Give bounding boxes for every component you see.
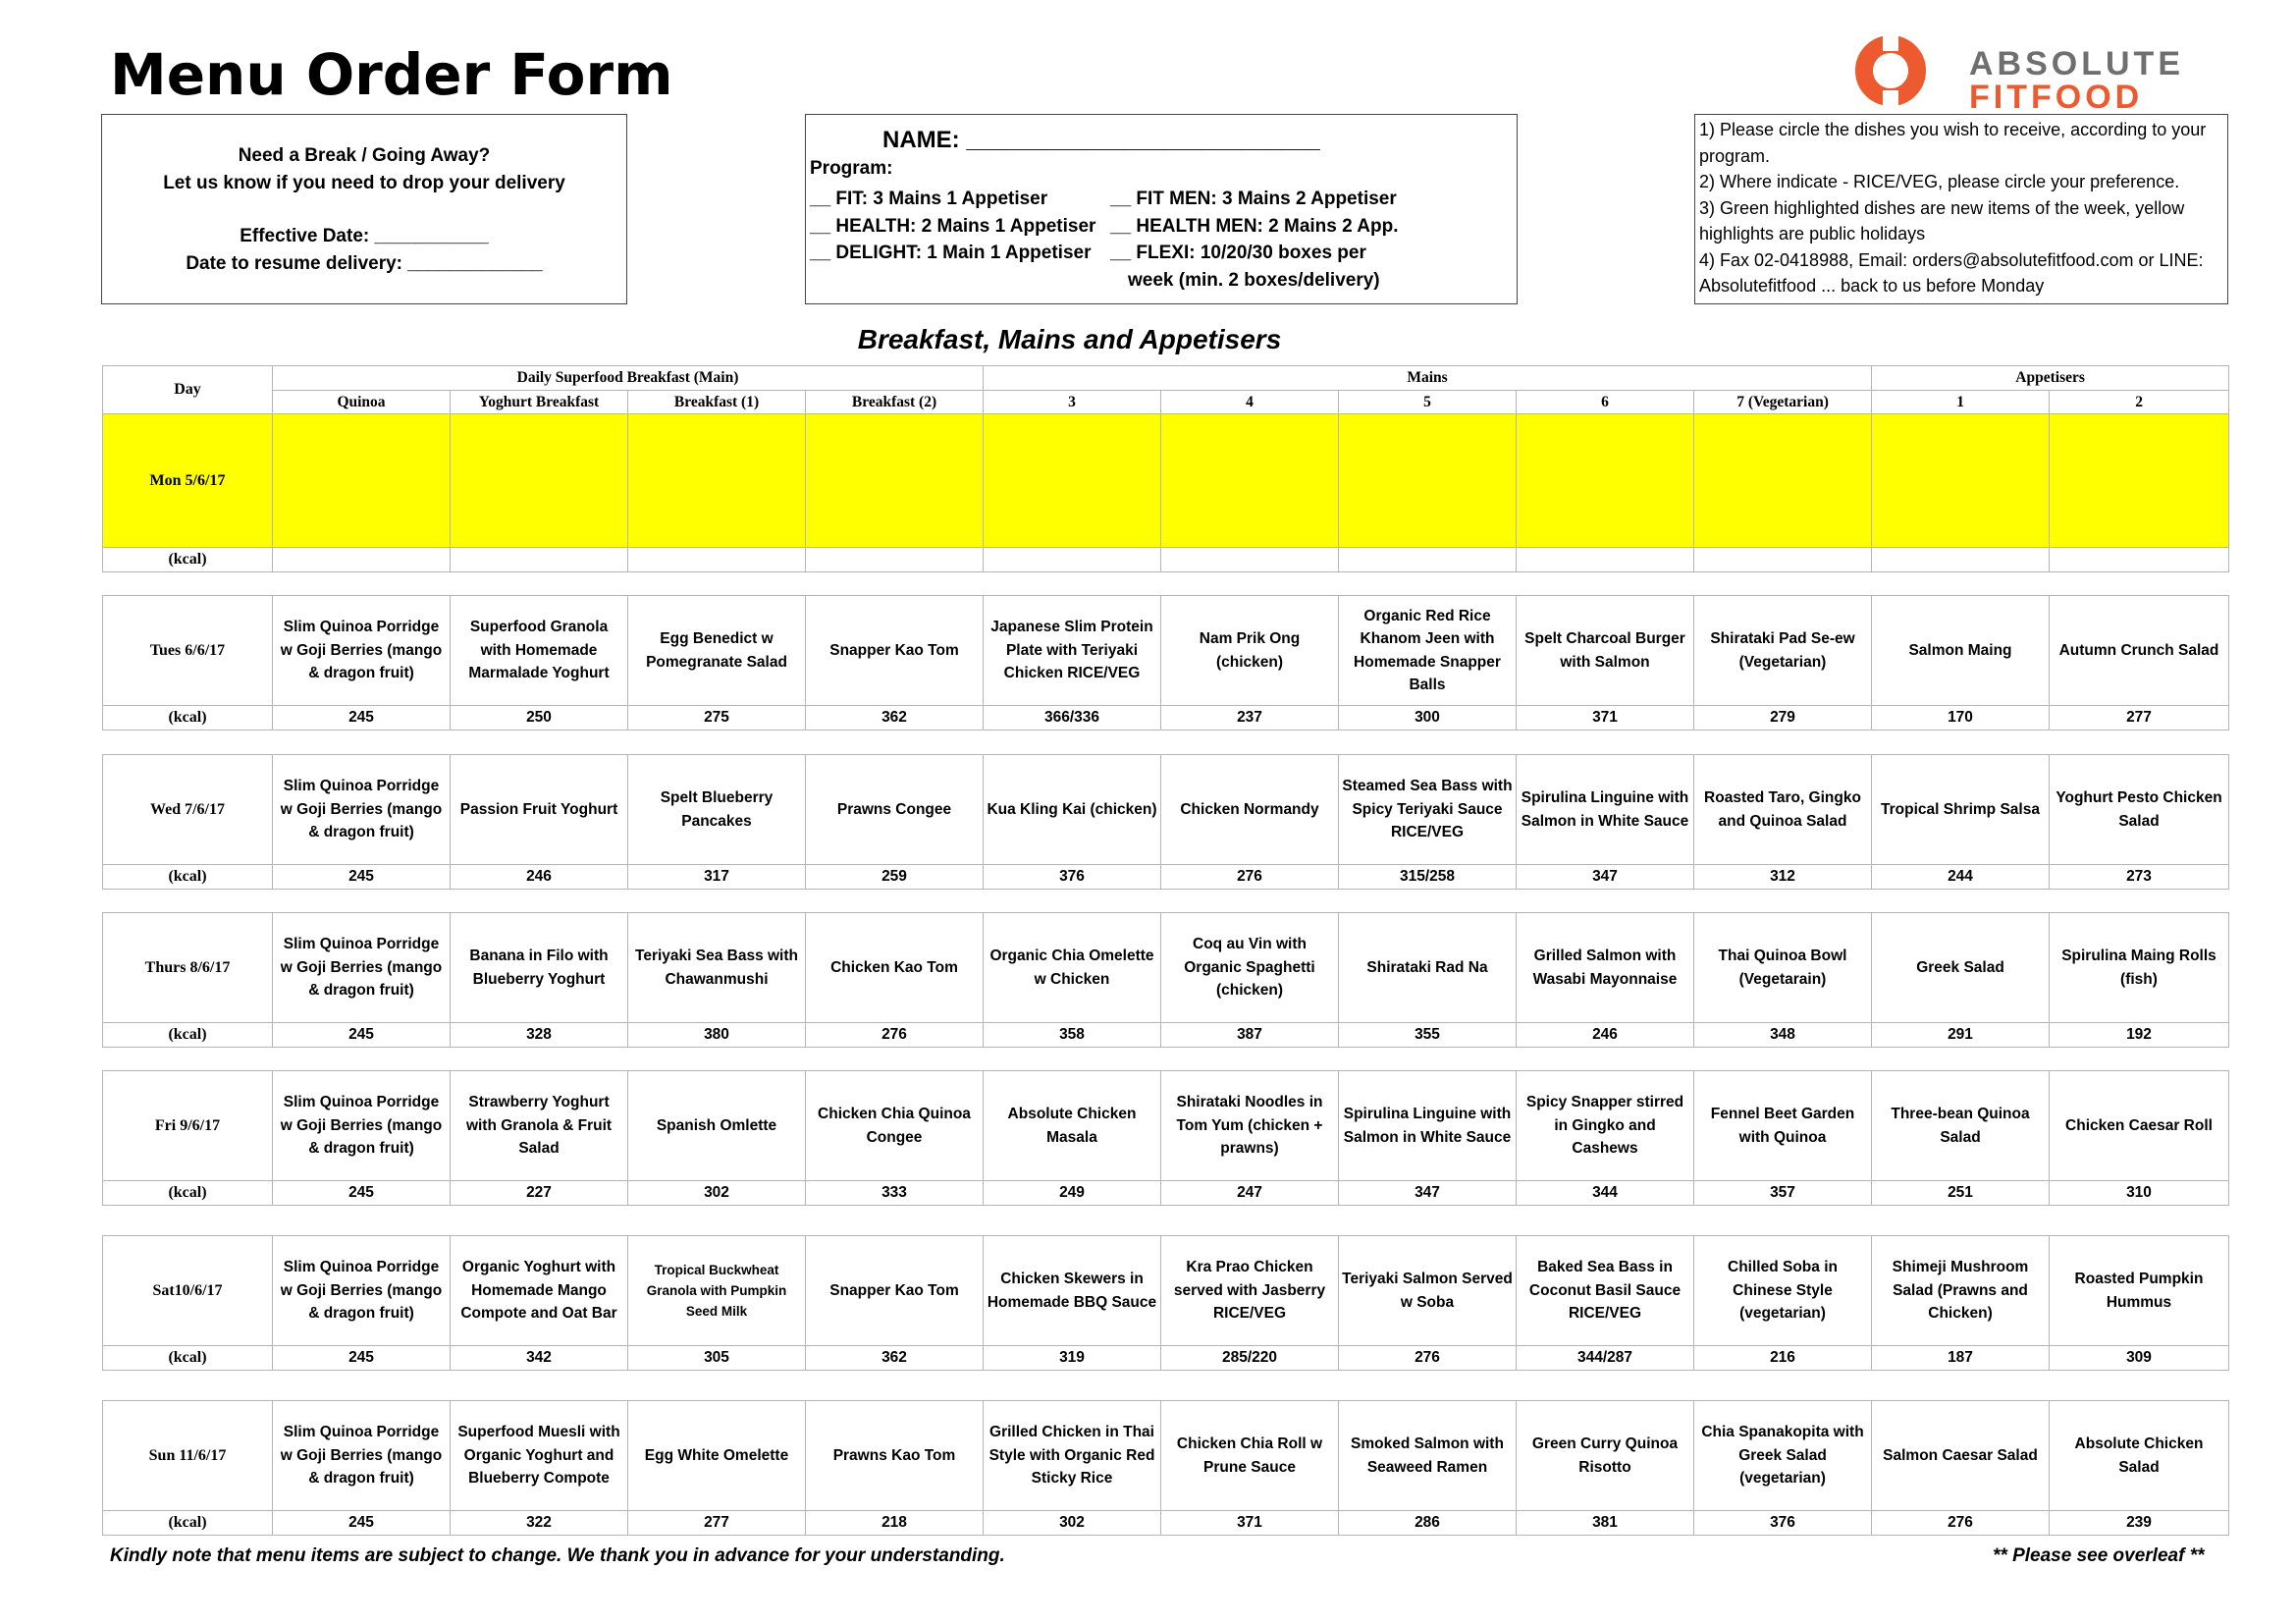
kcal-value: 300 xyxy=(1339,706,1517,731)
dish-cell[interactable]: Chicken Normandy xyxy=(1161,755,1339,865)
dish-cell[interactable]: Organic Chia Omelette w Chicken xyxy=(984,913,1161,1023)
kcal-value: 279 xyxy=(1694,706,1872,731)
kcal-value: 315/258 xyxy=(1339,865,1517,890)
kcal-value: 322 xyxy=(451,1511,628,1536)
kcal-value: 366/336 xyxy=(984,706,1161,731)
kcal-value: 380 xyxy=(628,1023,806,1048)
program-option-note: week (min. 2 boxes/delivery) xyxy=(1128,269,1380,291)
dish-cell[interactable]: Organic Yoghurt with Homemade Mango Compote and Oat Bar xyxy=(451,1236,628,1346)
dish-cell[interactable]: Superfood Granola with Homemade Marmalade Yoghurt xyxy=(451,596,628,706)
kcal-value: 276 xyxy=(1872,1511,2050,1536)
dish-cell[interactable]: Spanish Omlette xyxy=(628,1071,806,1181)
kcal-value: 302 xyxy=(628,1181,806,1206)
column-header: 4 xyxy=(1161,390,1339,414)
kcal-value: 347 xyxy=(1339,1181,1517,1206)
dish-cell[interactable]: Baked Sea Bass in Coconut Basil Sauce RICE/VEG xyxy=(1517,1236,1694,1346)
dish-cell[interactable]: Slim Quinoa Porridge w Goji Berries (mango & dragon fruit) xyxy=(273,596,451,706)
kcal-label: (kcal) xyxy=(103,1181,273,1206)
dish-cell[interactable]: Slim Quinoa Porridge w Goji Berries (mango & dragon fruit) xyxy=(273,913,451,1023)
kcal-value: 342 xyxy=(451,1346,628,1371)
dish-cell[interactable]: Autumn Crunch Salad xyxy=(2050,596,2229,706)
kcal-value: 239 xyxy=(2050,1511,2229,1536)
kcal-value: 170 xyxy=(1872,706,2050,731)
dish-cell[interactable]: Shirataki Noodles in Tom Yum (chicken + prawns) xyxy=(1161,1071,1339,1181)
kcal-value: 312 xyxy=(1694,865,1872,890)
kcal-value: 245 xyxy=(273,1023,451,1048)
dish-cell[interactable]: Salmon Maing xyxy=(1872,596,2050,706)
dish-cell[interactable]: Absolute Chicken Masala xyxy=(984,1071,1161,1181)
day-cell: Thurs 8/6/17 xyxy=(103,913,273,1023)
break-subtext: Let us know if you need to drop your delivery xyxy=(163,173,565,193)
dish-cell[interactable]: Slim Quinoa Porridge w Goji Berries (mango & dragon fruit) xyxy=(273,1236,451,1346)
program-option[interactable]: __ HEALTH MEN: 2 Mains 2 App. xyxy=(1110,215,1399,237)
kcal-label: (kcal) xyxy=(103,548,273,572)
dish-cell[interactable]: Roasted Taro, Gingko and Quinoa Salad xyxy=(1694,755,1872,865)
dish-cell[interactable]: Chicken Caesar Roll xyxy=(2050,1071,2229,1181)
name-field[interactable]: NAME: ___________________________ xyxy=(882,127,1320,153)
kcal-value: 237 xyxy=(1161,706,1339,731)
holiday-cell xyxy=(273,414,451,548)
holiday-kcal-cell xyxy=(273,548,451,572)
holiday-cell xyxy=(451,414,628,548)
dish-cell[interactable]: Slim Quinoa Porridge w Goji Berries (mango & dragon fruit) xyxy=(273,1071,451,1181)
program-options-right xyxy=(1110,186,1398,294)
kcal-value: 216 xyxy=(1694,1346,1872,1371)
dish-cell[interactable]: Shirataki Rad Na xyxy=(1339,913,1517,1023)
kcal-value: 310 xyxy=(2050,1181,2229,1206)
program-option[interactable]: __ HEALTH: 2 Mains 1 Appetiser xyxy=(810,215,1096,237)
dish-cell[interactable]: Tropical Shrimp Salsa xyxy=(1872,755,2050,865)
day-menu-table xyxy=(102,595,2229,731)
dish-cell[interactable]: Slim Quinoa Porridge w Goji Berries (mango & dragon fruit) xyxy=(273,755,451,865)
kcal-value: 276 xyxy=(1339,1346,1517,1371)
program-option[interactable]: __ DELIGHT: 1 Main 1 Appetiser xyxy=(810,243,1092,263)
kcal-value: 244 xyxy=(1872,865,2050,890)
dish-cell[interactable]: Passion Fruit Yoghurt xyxy=(451,755,628,865)
dish-cell[interactable]: Green Curry Quinoa Risotto xyxy=(1517,1401,1694,1511)
day-menu-table xyxy=(102,912,2229,1048)
column-header: Yoghurt Breakfast xyxy=(451,390,628,414)
group-header-appetisers: Appetisers xyxy=(1872,366,2229,391)
column-header: 2 xyxy=(2050,390,2229,414)
day-menu-table xyxy=(102,754,2229,890)
instructions-box xyxy=(1694,114,2228,304)
footer-note: Kindly note that menu items are subject to change. We thank you in advance for your understanding. xyxy=(110,1545,1005,1566)
kcal-value: 348 xyxy=(1694,1023,1872,1048)
group-header-mains: Mains xyxy=(984,366,1872,391)
holiday-cell xyxy=(1161,414,1339,548)
dish-cell[interactable]: Steamed Sea Bass with Spicy Teriyaki Sauce RICE/VEG xyxy=(1339,755,1517,865)
holiday-cell xyxy=(628,414,806,548)
column-header: 5 xyxy=(1339,390,1517,414)
dish-cell[interactable]: Chicken Kao Tom xyxy=(806,913,984,1023)
dish-cell[interactable]: Organic Red Rice Khanom Jeen with Homemade Snapper Balls xyxy=(1339,596,1517,706)
kcal-label: (kcal) xyxy=(103,1023,273,1048)
program-options-left xyxy=(810,186,1095,267)
holiday-kcal-cell xyxy=(2050,548,2229,572)
dish-cell[interactable]: Japanese Slim Protein Plate with Teriyaki Chicken RICE/VEG xyxy=(984,596,1161,706)
program-label: Program: xyxy=(810,158,893,179)
dish-cell[interactable]: Teriyaki Sea Bass with Chawanmushi xyxy=(628,913,806,1023)
dish-cell[interactable]: Chicken Skewers in Homemade BBQ Sauce xyxy=(984,1236,1161,1346)
page-title: Menu Order Form xyxy=(110,41,673,108)
column-header: 7 (Vegetarian) xyxy=(1694,390,1872,414)
dish-cell[interactable]: Strawberry Yoghurt with Granola & Fruit Salad xyxy=(451,1071,628,1181)
dish-cell[interactable]: Spicy Snapper stirred in Gingko and Cashews xyxy=(1517,1071,1694,1181)
holiday-kcal-cell xyxy=(984,548,1161,572)
day-menu-table xyxy=(102,1070,2229,1206)
dish-cell[interactable]: Greek Salad xyxy=(1872,913,2050,1023)
dish-cell[interactable]: Grilled Salmon with Wasabi Mayonnaise xyxy=(1517,913,1694,1023)
kcal-value: 309 xyxy=(2050,1346,2229,1371)
program-option[interactable]: __ FLEXI: 10/20/30 boxes per xyxy=(1110,243,1366,263)
dish-cell[interactable]: Tropical Buckwheat Granola with Pumpkin Seed Milk xyxy=(628,1236,806,1346)
program-option[interactable]: __ FIT MEN: 3 Mains 2 Appetiser xyxy=(1110,189,1397,209)
kcal-value: 286 xyxy=(1339,1511,1517,1536)
kcal-value: 291 xyxy=(1872,1023,2050,1048)
kcal-value: 358 xyxy=(984,1023,1161,1048)
kcal-value: 355 xyxy=(1339,1023,1517,1048)
logo-word-fitfood: FITFOOD xyxy=(1969,79,2144,116)
dish-cell[interactable]: Spirulina Linguine with Salmon in White Sauce xyxy=(1339,1071,1517,1181)
dish-cell[interactable]: Yoghurt Pesto Chicken Salad xyxy=(2050,755,2229,865)
day-cell: Wed 7/6/17 xyxy=(103,755,273,865)
dish-cell[interactable]: Three-bean Quinoa Salad xyxy=(1872,1071,2050,1181)
break-heading: Need a Break / Going Away? xyxy=(238,145,491,166)
holiday-kcal-cell xyxy=(1161,548,1339,572)
resume-date-field[interactable]: Date to resume delivery: _____________ xyxy=(186,253,543,274)
program-option[interactable]: __ FIT: 3 Mains 1 Appetiser xyxy=(810,189,1048,209)
dish-cell[interactable]: Slim Quinoa Porridge w Goji Berries (mango & dragon fruit) xyxy=(273,1401,451,1511)
kcal-value: 245 xyxy=(273,706,451,731)
holiday-cell xyxy=(1517,414,1694,548)
kcal-value: 276 xyxy=(806,1023,984,1048)
column-header: Breakfast (2) xyxy=(806,390,984,414)
instruction-item: 1) Please circle the dishes you wish to receive, according to your program. xyxy=(1699,120,2207,166)
dish-cell[interactable]: Spirulina Linguine with Salmon in White Sauce xyxy=(1517,755,1694,865)
kcal-label: (kcal) xyxy=(103,865,273,890)
day-header: Day xyxy=(103,366,273,414)
kcal-value: 218 xyxy=(806,1511,984,1536)
kcal-value: 247 xyxy=(1161,1181,1339,1206)
kcal-value: 317 xyxy=(628,865,806,890)
kcal-value: 246 xyxy=(451,865,628,890)
kcal-value: 285/220 xyxy=(1161,1346,1339,1371)
dish-cell[interactable]: Snapper Kao Tom xyxy=(806,596,984,706)
kcal-value: 333 xyxy=(806,1181,984,1206)
section-title: Breakfast, Mains and Appetisers xyxy=(857,324,1282,354)
holiday-kcal-cell xyxy=(1517,548,1694,572)
brand-logo xyxy=(1855,35,2228,114)
kcal-value: 251 xyxy=(1872,1181,2050,1206)
kcal-value: 305 xyxy=(628,1346,806,1371)
kcal-value: 192 xyxy=(2050,1023,2229,1048)
kcal-value: 328 xyxy=(451,1023,628,1048)
dish-cell[interactable]: Egg Benedict w Pomegranate Salad xyxy=(628,596,806,706)
kcal-value: 319 xyxy=(984,1346,1161,1371)
dish-cell[interactable]: Chia Spanakopita with Greek Salad (vegetarian) xyxy=(1694,1401,1872,1511)
dish-cell[interactable]: Teriyaki Salmon Served w Soba xyxy=(1339,1236,1517,1346)
footer-overleaf: ** Please see overleaf ** xyxy=(1993,1545,2205,1566)
holiday-kcal-cell xyxy=(628,548,806,572)
holiday-kcal-cell xyxy=(1694,548,1872,572)
menu-header-table xyxy=(102,365,2229,572)
kcal-value: 362 xyxy=(806,1346,984,1371)
holiday-cell xyxy=(806,414,984,548)
kcal-value: 245 xyxy=(273,1181,451,1206)
kcal-value: 245 xyxy=(273,1511,451,1536)
dish-cell[interactable]: Kua Kling Kai (chicken) xyxy=(984,755,1161,865)
kcal-value: 277 xyxy=(628,1511,806,1536)
dish-cell[interactable]: Shirataki Pad Se-ew (Vegetarian) xyxy=(1694,596,1872,706)
day-menu-table xyxy=(102,1235,2229,1371)
kcal-value: 302 xyxy=(984,1511,1161,1536)
kcal-label: (kcal) xyxy=(103,1511,273,1536)
dish-cell[interactable]: Kra Prao Chicken served with Jasberry RICE/VEG xyxy=(1161,1236,1339,1346)
column-header: 6 xyxy=(1517,390,1694,414)
kcal-value: 273 xyxy=(2050,865,2229,890)
dish-cell[interactable]: Chilled Soba in Chinese Style (vegetarian) xyxy=(1694,1236,1872,1346)
holiday-kcal-cell xyxy=(1872,548,2050,572)
kcal-value: 381 xyxy=(1517,1511,1694,1536)
kcal-value: 249 xyxy=(984,1181,1161,1206)
day-cell: Sat10/6/17 xyxy=(103,1236,273,1346)
dish-cell[interactable]: Shimeji Mushroom Salad (Prawns and Chicken) xyxy=(1872,1236,2050,1346)
dish-cell[interactable]: Banana in Filo with Blueberry Yoghurt xyxy=(451,913,628,1023)
dish-cell[interactable]: Thai Quinoa Bowl (Vegetarain) xyxy=(1694,913,1872,1023)
dish-cell[interactable]: Spirulina Maing Rolls (fish) xyxy=(2050,913,2229,1023)
kcal-value: 371 xyxy=(1161,1511,1339,1536)
dish-cell[interactable]: Nam Prik Ong (chicken) xyxy=(1161,596,1339,706)
column-header: Breakfast (1) xyxy=(628,390,806,414)
kcal-label: (kcal) xyxy=(103,706,273,731)
dish-cell[interactable]: Chicken Chia Quinoa Congee xyxy=(806,1071,984,1181)
day-cell: Tues 6/6/17 xyxy=(103,596,273,706)
kcal-value: 277 xyxy=(2050,706,2229,731)
kcal-value: 245 xyxy=(273,865,451,890)
holiday-cell xyxy=(984,414,1161,548)
kcal-value: 276 xyxy=(1161,865,1339,890)
kcal-value: 275 xyxy=(628,706,806,731)
dish-cell[interactable]: Absolute Chicken Salad xyxy=(2050,1401,2229,1511)
column-header: 3 xyxy=(984,390,1161,414)
kcal-value: 245 xyxy=(273,1346,451,1371)
dish-cell[interactable]: Spelt Charcoal Burger with Salmon xyxy=(1517,596,1694,706)
holiday-cell xyxy=(1872,414,2050,548)
kcal-label: (kcal) xyxy=(103,1346,273,1371)
dish-cell[interactable]: Smoked Salmon with Seaweed Ramen xyxy=(1339,1401,1517,1511)
dish-cell[interactable]: Grilled Chicken in Thai Style with Organic Red Sticky Rice xyxy=(984,1401,1161,1511)
dish-cell[interactable]: Snapper Kao Tom xyxy=(806,1236,984,1346)
kcal-value: 362 xyxy=(806,706,984,731)
dish-cell[interactable]: Fennel Beet Garden with Quinoa xyxy=(1694,1071,1872,1181)
dish-cell[interactable]: Coq au Vin with Organic Spaghetti (chicken) xyxy=(1161,913,1339,1023)
dish-cell[interactable]: Prawns Congee xyxy=(806,755,984,865)
program-box xyxy=(805,114,1518,304)
dish-cell[interactable]: Prawns Kao Tom xyxy=(806,1401,984,1511)
holiday-day-cell: Mon 5/6/17 xyxy=(103,414,273,548)
instruction-item: 2) Where indicate - RICE/VEG, please circle your preference. xyxy=(1699,172,2180,191)
group-header-breakfast: Daily Superfood Breakfast (Main) xyxy=(273,366,984,391)
kcal-value: 376 xyxy=(984,865,1161,890)
kcal-value: 357 xyxy=(1694,1181,1872,1206)
kcal-value: 376 xyxy=(1694,1511,1872,1536)
effective-date-field[interactable]: Effective Date: ___________ xyxy=(240,226,489,246)
kcal-value: 227 xyxy=(451,1181,628,1206)
holiday-cell xyxy=(1339,414,1517,548)
day-cell: Fri 9/6/17 xyxy=(103,1071,273,1181)
holiday-cell xyxy=(2050,414,2229,548)
kcal-value: 344/287 xyxy=(1517,1346,1694,1371)
instruction-item: 4) Fax 02-0418988, Email: orders@absolutefitfood.com or LINE: Absolutefitfood ... back to us before Monday xyxy=(1699,249,2204,296)
day-menu-table xyxy=(102,1400,2229,1536)
kcal-value: 371 xyxy=(1517,706,1694,731)
kcal-value: 387 xyxy=(1161,1023,1339,1048)
dish-cell[interactable]: Roasted Pumpkin Hummus xyxy=(2050,1236,2229,1346)
holiday-kcal-cell xyxy=(1339,548,1517,572)
kcal-value: 250 xyxy=(451,706,628,731)
dish-cell[interactable]: Spelt Blueberry Pancakes xyxy=(628,755,806,865)
logo-word-absolute: ABSOLUTE xyxy=(1969,45,2184,82)
column-header: Quinoa xyxy=(273,390,451,414)
holiday-kcal-cell xyxy=(451,548,628,572)
kcal-value: 187 xyxy=(1872,1346,2050,1371)
holiday-cell xyxy=(1694,414,1872,548)
kcal-value: 246 xyxy=(1517,1023,1694,1048)
instruction-item: 3) Green highlighted dishes are new items of the week, yellow highlights are public holidays xyxy=(1699,197,2185,244)
dish-cell[interactable]: Superfood Muesli with Organic Yoghurt and Blueberry Compote xyxy=(451,1401,628,1511)
dish-cell[interactable]: Egg White Omelette xyxy=(628,1401,806,1511)
kcal-value: 344 xyxy=(1517,1181,1694,1206)
dish-cell[interactable]: Chicken Chia Roll w Prune Sauce xyxy=(1161,1401,1339,1511)
column-header: 1 xyxy=(1872,390,2050,414)
delivery-break-box xyxy=(101,114,627,304)
kcal-value: 347 xyxy=(1517,865,1694,890)
day-cell: Sun 11/6/17 xyxy=(103,1401,273,1511)
dish-cell[interactable]: Salmon Caesar Salad xyxy=(1872,1401,2050,1511)
holiday-kcal-cell xyxy=(806,548,984,572)
kcal-value: 259 xyxy=(806,865,984,890)
